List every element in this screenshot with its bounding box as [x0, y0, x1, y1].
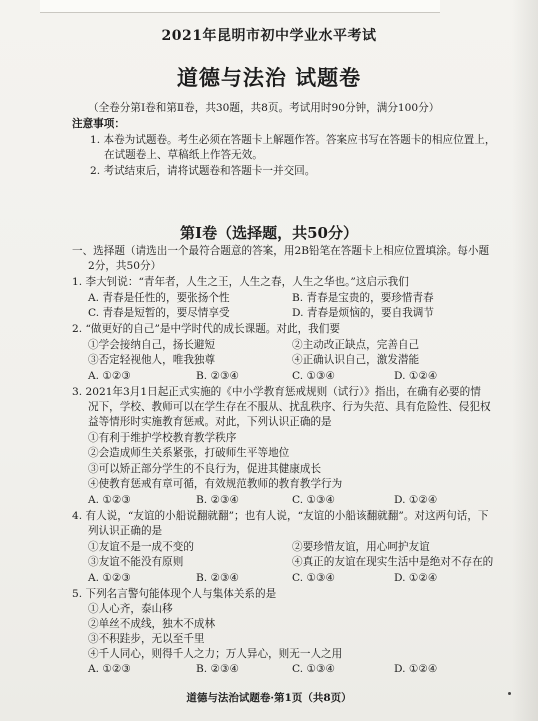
q1-option-d: D. 青春是烦恼的，要自我调节	[292, 307, 434, 319]
q3-stem-3: 益等情形时实施教育惩戒。对此，下列认识正确的是	[88, 416, 332, 428]
q2-answer-d: D. ①②④	[394, 370, 438, 382]
q4-stem-2: 列认识正确的是	[88, 525, 163, 537]
section-title: 第Ⅰ卷（选择题，共50分）	[180, 224, 358, 242]
q5-item-2: ②单丝不成线，独木不成林	[88, 618, 216, 630]
q3-item-3: ③可以矫正部分学生的不良行为，促进其健康成长	[88, 463, 322, 475]
q4-answer-b: B. ②③④	[196, 572, 240, 584]
q4-item-4: ④真正的友谊在现实生活中是绝对不存在的	[292, 556, 494, 568]
q1-option-b: B. 青春是宝贵的，要珍惜青春	[292, 292, 434, 304]
q3-item-2: ②会造成师生关系紧张，打破师生平等地位	[88, 447, 290, 459]
q3-item-1: ①有利于维护学校教育教学秩序	[88, 432, 237, 444]
exam-title: 2021年昆明市初中学业水平考试	[161, 28, 377, 44]
q3-stem-2: 况下，学校、教师可以在学生存在不服从、扰乱秩序、行为失范、具有危险性、侵犯权	[88, 401, 491, 413]
q5-answer-b: B. ②③④	[196, 663, 240, 675]
q3-answer-d: D. ①②④	[394, 494, 438, 506]
q2-item-1: ①学会接纳自己，扬长避短	[88, 339, 216, 351]
q5-answer-c: C. ①③④	[292, 663, 335, 675]
q2-answer-b: B. ②③④	[196, 370, 240, 382]
q2-item-3: ③否定轻视他人，唯我独尊	[88, 354, 216, 366]
q3-stem-1: 3. 2021年3月1日起正式实施的《中小学教育惩戒规则（试行）》指出，在确有必要的情	[72, 386, 481, 398]
q5-answer-a: A. ①②③	[88, 663, 131, 675]
page-shadow	[512, 0, 538, 721]
q2-item-4: ④正确认识自己，激发潜能	[292, 354, 420, 366]
section-instructions-cont: 2分，共50分）	[88, 260, 162, 272]
q4-item-3: ③友谊不能没有原则	[88, 556, 184, 568]
ink-dot	[508, 692, 511, 695]
q4-item-1: ①友谊不是一成不变的	[88, 541, 194, 553]
q3-answer-b: B. ②③④	[196, 494, 240, 506]
exam-intro: （全卷分第Ⅰ卷和第Ⅱ卷，共30题，共8页。考试用时90分钟，满分100分）	[88, 102, 440, 114]
q4-answer-a: A. ①②③	[88, 572, 131, 584]
previous-sheet-edge	[40, 0, 440, 13]
q3-answer-a: A. ①②③	[88, 494, 131, 506]
q1-option-c: C. 青春是短暂的，要尽情享受	[88, 307, 230, 319]
q2-answer-c: C. ①③④	[292, 370, 335, 382]
notice-1: 1. 本卷为试题卷。考生必须在答题卡上解题作答。答案应书写在答题卡的相应位置上，	[90, 134, 496, 146]
notice-1-cont: 在试题卷上、草稿纸上作答无效。	[104, 149, 263, 161]
q4-item-2: ②要珍惜友谊，用心呵护友谊	[292, 541, 430, 553]
q4-stem-1: 4. 有人说，“友谊的小船说翻就翻”；也有人说，“友谊的小船该翻就翻”。对这两句话，下	[72, 510, 489, 522]
q2-stem: 2. “做更好的自己”是中学时代的成长课题。对此，我们要	[72, 323, 340, 335]
q5-item-4: ④千人同心，则得千人之力；万人异心，则无一人之用	[88, 648, 343, 660]
q1-option-a: A. 青春是任性的，要张扬个性	[88, 292, 230, 304]
q5-item-3: ③不积跬步，无以至千里	[88, 633, 205, 645]
q3-answer-c: C. ①③④	[292, 494, 335, 506]
q3-item-4: ④使教育惩戒有章可循，有效规范教师的教育教学行为	[88, 478, 343, 490]
q1-stem: 1. 李大钊说：“青年者，人生之王，人生之春，人生之华也。”这启示我们	[72, 276, 409, 288]
subject-title: 道德与法治 试题卷	[176, 65, 362, 90]
q5-item-1: ①人心齐，泰山移	[88, 603, 173, 615]
q5-stem: 5. 下列名言警句能体现个人与集体关系的是	[72, 588, 277, 600]
notice-2: 2. 考试结束后，请将试题卷和答题卡一并交回。	[90, 165, 316, 177]
q2-item-2: ②主动改正缺点，完善自己	[292, 339, 420, 351]
notice-title: 注意事项：	[72, 118, 125, 130]
q5-answer-d: D. ①②④	[394, 663, 438, 675]
section-instructions: 一、选择题（请选出一个最符合题意的答案，用2B铅笔在答题卡上相应位置填涂。每小题	[72, 245, 490, 257]
q4-answer-d: D. ①②④	[394, 572, 438, 584]
q4-answer-c: C. ①③④	[292, 572, 335, 584]
q2-answer-a: A. ①②③	[88, 370, 131, 382]
page-footer: 道德与法治试题卷·第1页（共8页）	[186, 692, 352, 704]
